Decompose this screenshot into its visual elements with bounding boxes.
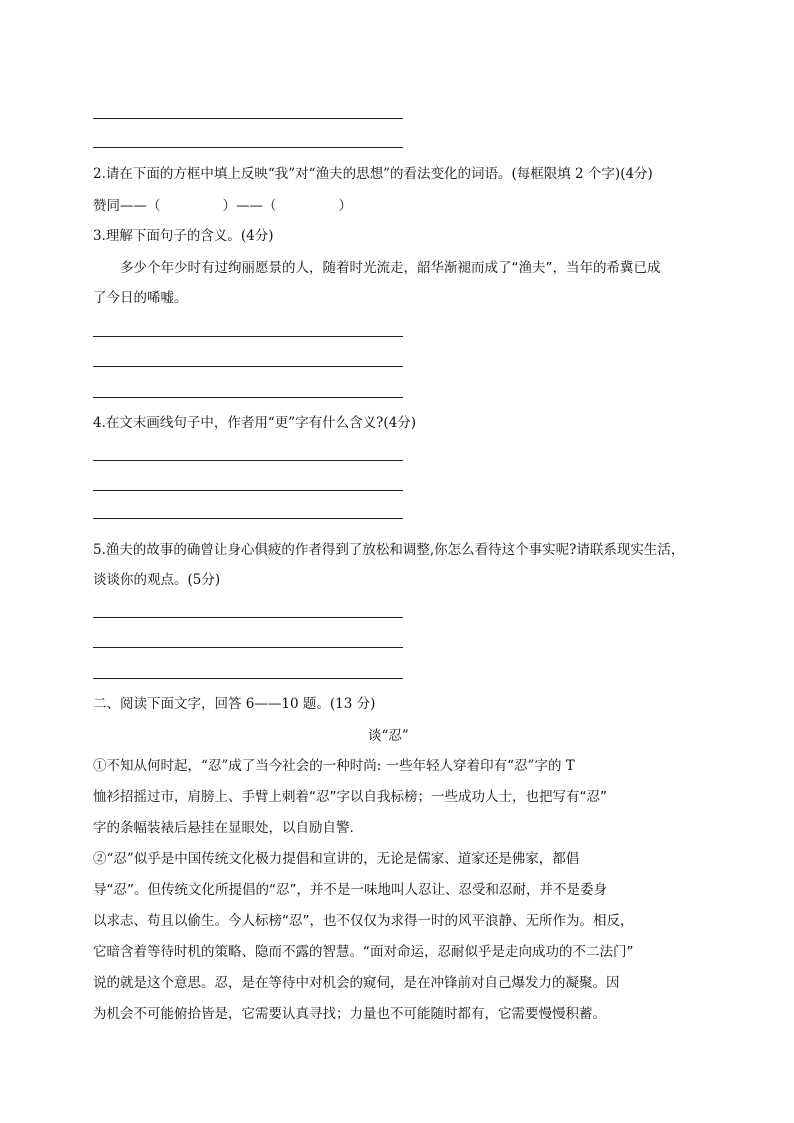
row-mid: ）——（	[222, 198, 277, 214]
passage-line: 导“忍”。但传统文化所提倡的“忍”，并不是一味地叫人忍让、忍受和忍耐，并不是委身	[93, 882, 607, 898]
question-3-quote-line1: 多少个年少时有过绚丽愿景的人，随着时光流走，韶华渐褪而成了“渔夫”，当年的希冀已成	[120, 260, 661, 276]
question-4: 4.在文末画线句子中，作者用“更”字有什么含义?(4分)	[93, 415, 417, 431]
row-start: 赞同——（	[93, 198, 161, 214]
section-2-heading: 二、阅读下面文字，回答 6——10 题。(13 分)	[93, 696, 376, 712]
passage-line: 说的就是这个意思。忍，是在等待中对机会的窥伺，是在冲锋前对自己爆发力的凝聚。因	[93, 975, 620, 991]
passage-line: ①不知从何时起，“忍”成了当今社会的一种时尚: 一些年轻人穿着印有“忍”字的 T	[93, 758, 575, 774]
question-2-answer-row	[93, 194, 352, 214]
answer-line[interactable]	[93, 678, 403, 679]
answer-line[interactable]	[93, 460, 403, 461]
passage-line: 恤衫招摇过市，肩膀上、手臂上刺着“忍”字以自我标榜；一些成功人士，也把写有“忍”	[93, 789, 607, 805]
question-3: 3.理解下面句子的含义。(4分)	[93, 228, 274, 244]
question-3-quote-line2: 了今日的唏嘘。	[93, 290, 188, 306]
answer-line[interactable]	[93, 336, 403, 337]
answer-line[interactable]	[93, 397, 403, 398]
passage-line: 它暗含着等待时机的策略、隐而不露的智慧。“面对命运，忍耐似乎是走向成功的不二法门”	[93, 944, 634, 960]
answer-line[interactable]	[93, 366, 403, 367]
passage-line: 字的条幅装裱后悬挂在显眼处，以自励自警.	[93, 820, 354, 836]
question-5-line1: 5.渔夫的故事的确曾让身心俱疲的作者得到了放松和调整,你怎么看待这个事实呢?请联系现实生活，	[93, 542, 685, 558]
answer-line[interactable]	[93, 118, 403, 119]
passage-title: 谈“忍”	[368, 728, 409, 744]
question-5-line2: 谈谈你的观点。(5分)	[93, 572, 221, 588]
answer-line[interactable]	[93, 490, 403, 491]
passage-line: ②“忍”似乎是中国传统文化极力提倡和宣讲的，无论是儒家、道家还是佛家，都倡	[93, 851, 580, 867]
question-2: 2.请在下面的方框中填上反映“我”对“渔夫的思想”的看法变化的词语。(每框限填 2 个字)(4分)	[93, 166, 653, 182]
row-end: ）	[338, 198, 352, 214]
answer-line[interactable]	[93, 147, 403, 148]
passage-line: 为机会不可能俯拾皆是，它需要认真寻找；力量也不可能随时都有，它需要慢慢积蓄。	[93, 1006, 606, 1022]
passage-line: 以求志、苟且以偷生。今人标榜“忍”，也不仅仅为求得一时的风平浪静、无所作为。相反，	[93, 913, 634, 929]
answer-line[interactable]	[93, 518, 403, 519]
answer-line[interactable]	[93, 617, 403, 618]
answer-line[interactable]	[93, 647, 403, 648]
